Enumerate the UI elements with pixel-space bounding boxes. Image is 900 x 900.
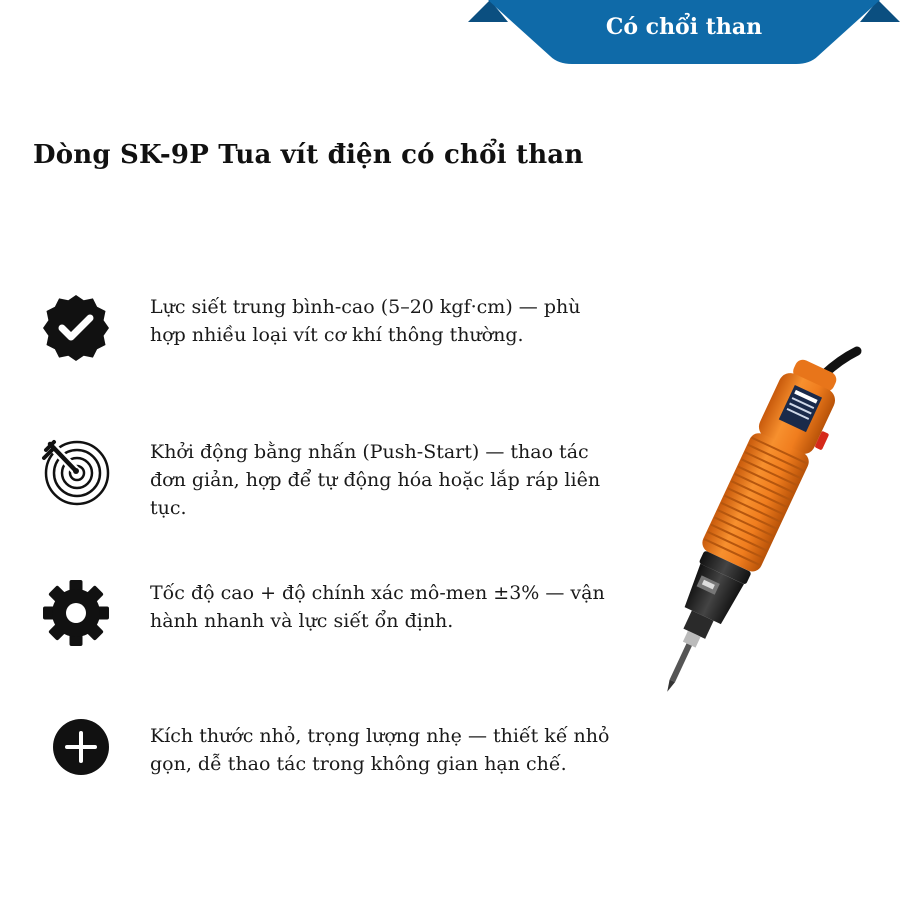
category-banner (468, 0, 900, 64)
electric-screwdriver-image (600, 330, 870, 720)
feature-text: Khởi động bằng nhấn (Push-Start) — thao tác đơn giản, hợp để tự động hóa hoặc lắp ráp liên tục. (150, 441, 601, 519)
gear-icon (40, 579, 112, 651)
feature-text: Tốc độ cao + độ chính xác mô-men ±3% — vận hành nhanh và lực siết ổn định. (150, 582, 605, 632)
plus-circle-icon (50, 718, 122, 790)
banner-label: Có chổi than (605, 14, 763, 40)
target-arrow-icon (40, 438, 112, 510)
feature-text: Kích thước nhỏ, trọng lượng nhẹ — thiết kế nhỏ gọn, dễ thao tác trong không gian hạn chế. (150, 725, 610, 775)
product-image (600, 330, 870, 720)
page-title: Dòng SK-9P Tua vít điện có chổi than (33, 140, 584, 170)
verified-badge-icon (40, 293, 112, 365)
feature-text: Lực siết trung bình-cao (5–20 kgf·cm) — phù hợp nhiều loại vít cơ khí thông thường. (150, 296, 581, 346)
